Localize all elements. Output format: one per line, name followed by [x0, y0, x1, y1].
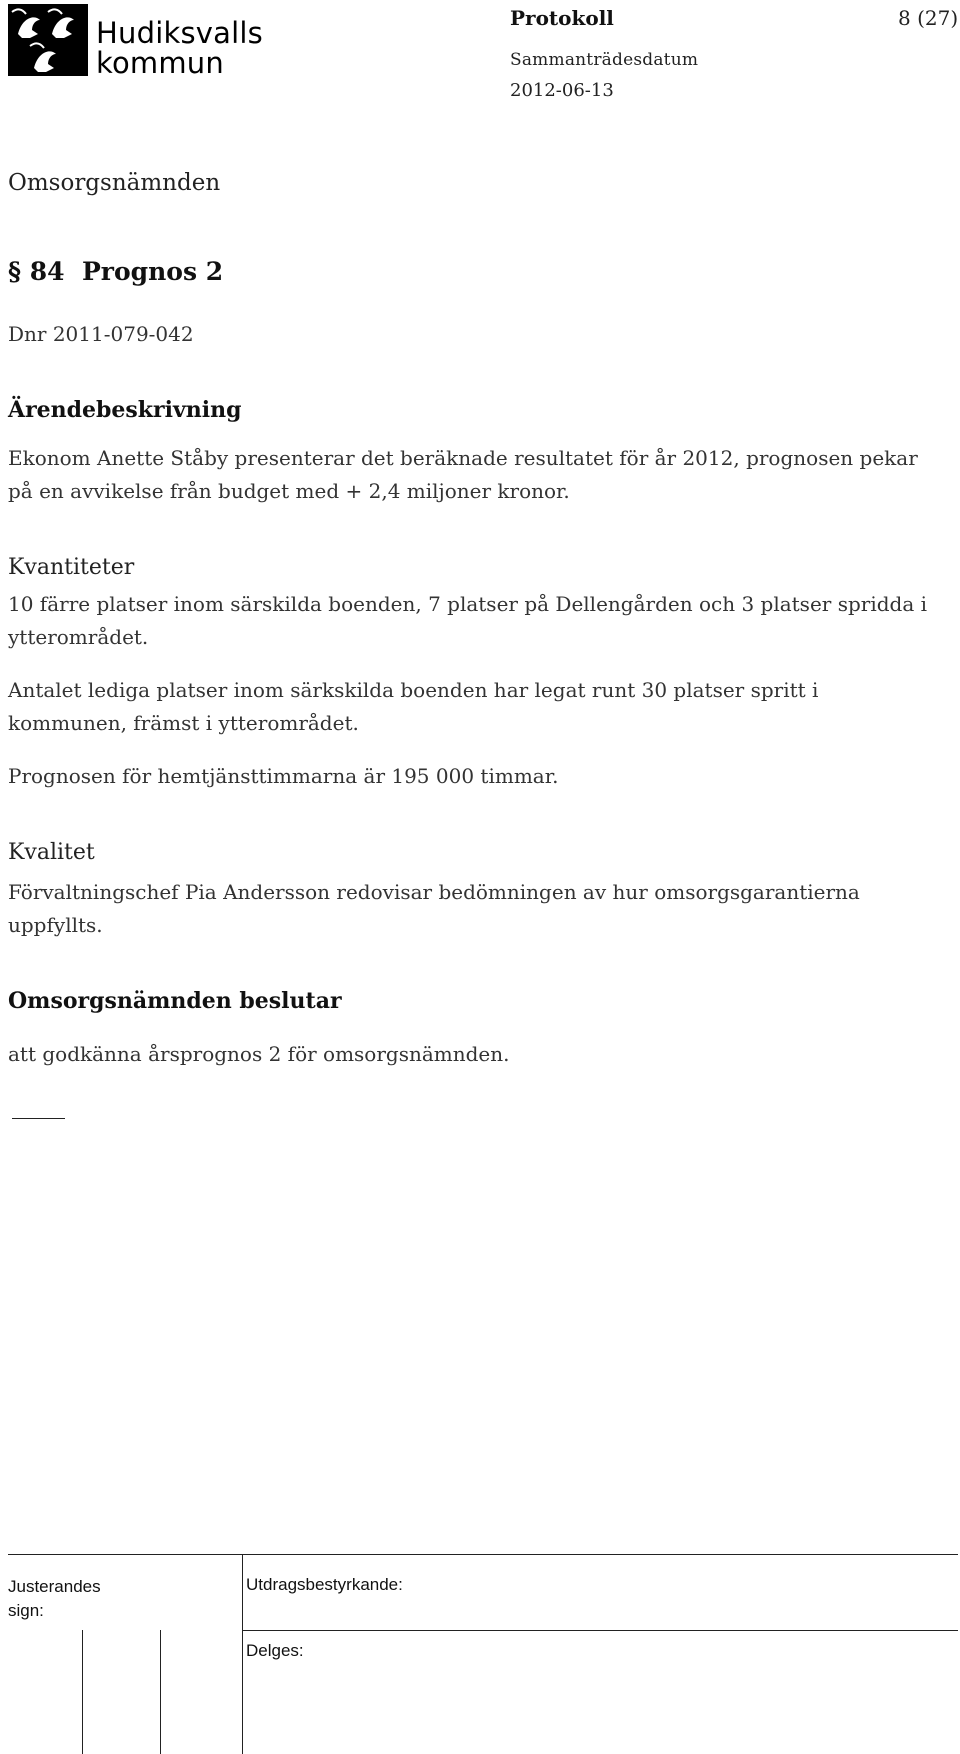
- page-number: 8 (27): [898, 6, 959, 30]
- committee-name: Omsorgsnämnden: [8, 170, 221, 196]
- decision-heading: Omsorgsnämnden beslutar: [8, 988, 342, 1014]
- municipality-name-line2: kommun: [96, 46, 224, 80]
- meeting-date: 2012-06-13: [510, 80, 614, 101]
- quantities-paragraph-3: Prognosen för hemtjänsttimmarna är 195 000 timmar.: [8, 764, 559, 788]
- municipality-logo: [8, 4, 88, 76]
- meeting-date-label: Sammanträdesdatum: [510, 50, 699, 70]
- footer-divider-main: [242, 1554, 243, 1754]
- extract-certification-label: Utdragsbestyrkande:: [246, 1575, 403, 1594]
- end-of-section-rule: [12, 1118, 65, 1119]
- footer-top-rule: [8, 1554, 958, 1555]
- quantities-heading: Kvantiteter: [8, 555, 135, 580]
- quality-paragraph: Förvaltningschef Pia Andersson redovisar bedömningen av hur omsorgsgarantierna uppfyllts.: [8, 880, 860, 937]
- case-description-heading: Ärendebeskrivning: [8, 397, 242, 423]
- signature-box-divider-2: [160, 1630, 161, 1754]
- adjusters-label-line1: Justerandes: [8, 1577, 101, 1596]
- quantities-paragraph-1: 10 färre platser inom särskilda boenden, 7 platser på Dellengården och 3 platser spridda i ytterområdet.: [8, 592, 928, 649]
- case-description-text: Ekonom Anette Ståby presenterar det beräknade resultatet för år 2012, prognosen pekar på en avvikelse från budget med + 2,4 miljoner kronor.: [8, 446, 918, 503]
- quantities-paragraph-2: Antalet lediga platser inom särkskilda boenden har legat runt 30 platser spritt i kommunen, främst i ytterområdet.: [8, 678, 819, 735]
- adjusters-signature-label: [8, 1575, 101, 1623]
- municipality-name: [96, 18, 263, 78]
- document-type: Protokoll: [510, 6, 614, 30]
- footer-mid-rule: [242, 1630, 958, 1631]
- section-title: § 84 Prognos 2: [8, 257, 224, 286]
- signature-box-divider-1: [82, 1630, 83, 1754]
- adjusters-label-line2: sign:: [8, 1601, 44, 1620]
- quality-heading: Kvalitet: [8, 840, 95, 865]
- case-number: Dnr 2011-079-042: [8, 322, 194, 346]
- distribution-label: Delges:: [246, 1641, 304, 1660]
- decision-text: att godkänna årsprognos 2 för omsorgsnämnden.: [8, 1042, 510, 1066]
- municipality-name-line1: Hudiksvalls: [96, 16, 263, 50]
- goat-crest-icon: [8, 4, 88, 76]
